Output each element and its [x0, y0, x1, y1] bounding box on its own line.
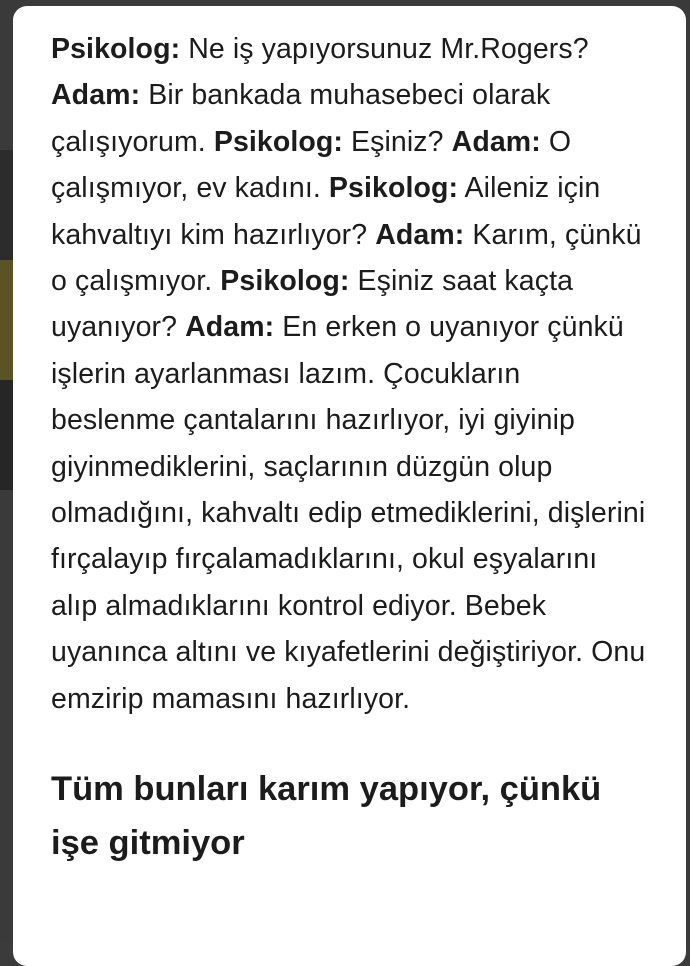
speaker-label: Psikolog: — [51, 33, 181, 65]
dialogue-line: Aileniz için kahvaltıyı kim hazırlıyor? — [51, 172, 601, 251]
speaker-label: Adam: — [375, 218, 465, 251]
dialogue-line: Karım, çünkü o çalışmıyor. — [51, 218, 642, 298]
dialogue-line: En erken o uyanıyor çünkü işlerin ayarlanması lazım. Çocukların beslenme çantalarını hazırlıyor, iyi giyinip giyinmediklerini, saçlarının düzgün olup olmadığını, kahvaltı edip etmediklerini, dişlerini fırçalayıp fırçalamadıklarını, okul eşyalarını alıp almadıklarını kontrol ediyor. Bebek uyanınca altını ve kıyafetlerini değiştiriyor. Onu emzirip mamasını hazırlıyor. — [51, 311, 646, 715]
background-image-edge — [0, 380, 14, 490]
dialogue-line: O çalışmıyor, ev kadını. — [51, 125, 572, 205]
section-headline: Tüm bunları karım yapıyor, çünkü işe gitmiyor — [51, 770, 602, 863]
speaker-label: Psikolog: — [328, 172, 459, 205]
speaker-label: Adam: — [51, 79, 141, 112]
dialogue-line: Bir bankada muhasebeci olarak çalışıyorum. — [51, 79, 551, 158]
background-image-edge — [0, 260, 14, 380]
speaker-label: Adam: — [185, 311, 275, 344]
speaker-label: Psikolog: — [220, 265, 350, 298]
speaker-label: Psikolog: — [213, 125, 344, 158]
speaker-label: Adam: — [451, 125, 541, 158]
dialogue-line: Eşiniz? — [343, 125, 452, 158]
background-image-edge — [0, 150, 14, 260]
content-card[interactable] — [13, 6, 686, 966]
dialogue-paragraph — [51, 26, 650, 722]
dialogue-line: Ne iş yapıyorsunuz Mr.Rogers? — [180, 33, 589, 65]
dialogue-line: Eşiniz saat kaçta uyanıyor? — [51, 265, 574, 344]
